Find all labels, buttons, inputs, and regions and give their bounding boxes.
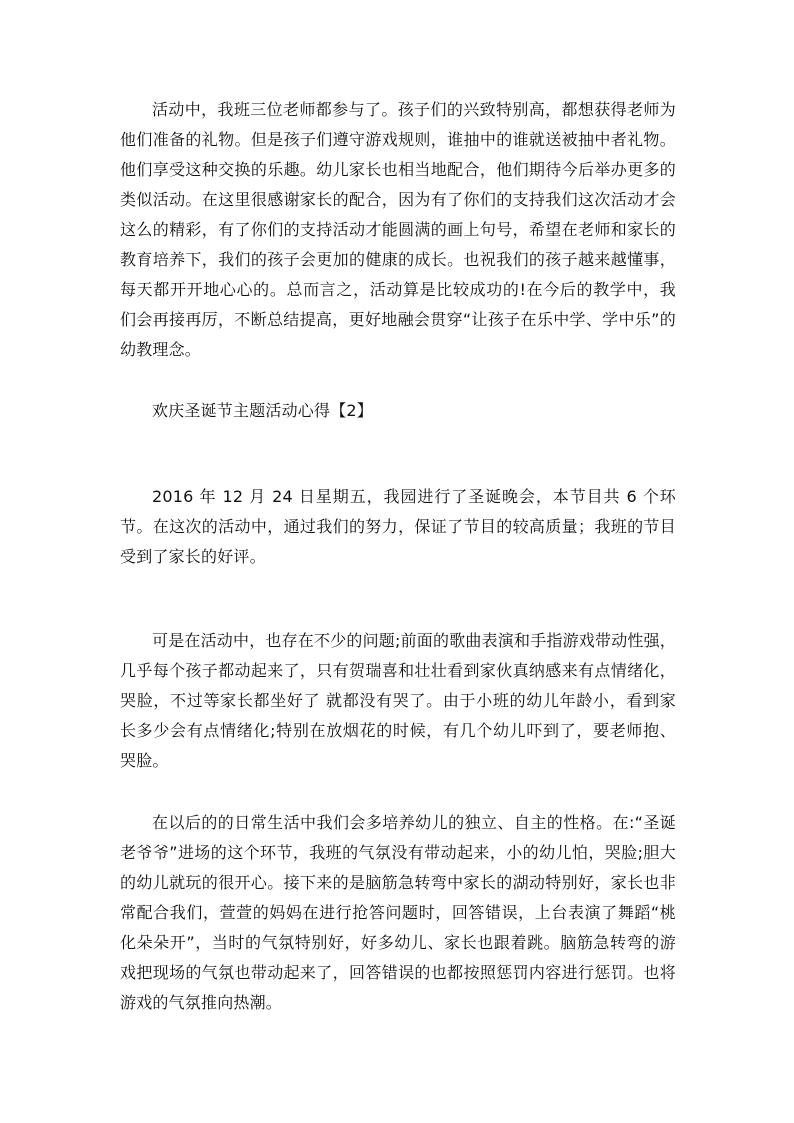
body-paragraph: 2016 年 12 月 24 日星期五，我园进行了圣诞晚会，本节目共 6 个环节。在这次的活动中，通过我们的努力，保证了节目的较高质量；我班的节目受到了家长的好评。 [120, 487, 676, 566]
body-paragraph: 可是在活动中，也存在不少的问题;前面的歌曲表演和手指游戏带动性强，几乎每个孩子都动起来了，只有贺瑞喜和壮壮看到家伙真纳感来有点情绪化，哭脸，不过等家长都坐好了 就都没有哭了。由于小班的幼儿年龄小，看到家长多少会有点情绪化;特别在放烟花的时候，有几个幼儿吓到了，要老师抱、哭脸。 [120, 631, 676, 770]
body-paragraph: 活动中，我班三位老师都参与了。孩子们的兴致特别高，都想获得老师为他们准备的礼物。但是孩子们遵守游戏规则，谁抽中的谁就送被抽中者礼物。他们享受这种交换的乐趣。幼儿家长也相当地配合，他们期待今后举办更多的类似活动。在这里很感谢家长的配合，因为有了你们的支持我们这次活动才会这么的精彩，有了你们的支持活动才能圆满的画上句号，希望在老师和家长的教育培养下，我们的孩子会更加的健康的成长。也祝我们的孩子越来越懂事，每天都开开地心心的。总而言之，活动算是比较成功的!在今后的教学中，我们会再接再厉，不断总结提高，更好地融会贯穿“让孩子在乐中学、学中乐”的幼教理念。 [120, 100, 676, 359]
body-paragraph: 在以后的的日常生活中我们会多培养幼儿的独立、自主的性格。在:“圣诞老爷爷”进场的这个环节，我班的气氛没有带动起来，小的幼儿怕，哭脸;胆大的幼儿就玩的很开心。接下来的是脑筋急转弯中家长的湖动特别好，家长也非常配合我们，萱萱的妈妈在进行抢答问题时，回答错误，上台表演了舞蹈“桃化朵朵开”，当时的气氛特别好，好多幼儿、家长也跟着跳。脑筋急转弯的游戏把现场的气氛也带动起来了，回答错误的也都按照惩罚内容进行惩罚。也将游戏的气氛推向热潮。 [120, 813, 676, 1012]
section-heading: 欢庆圣诞节主题活动心得【2】 [152, 401, 373, 420]
